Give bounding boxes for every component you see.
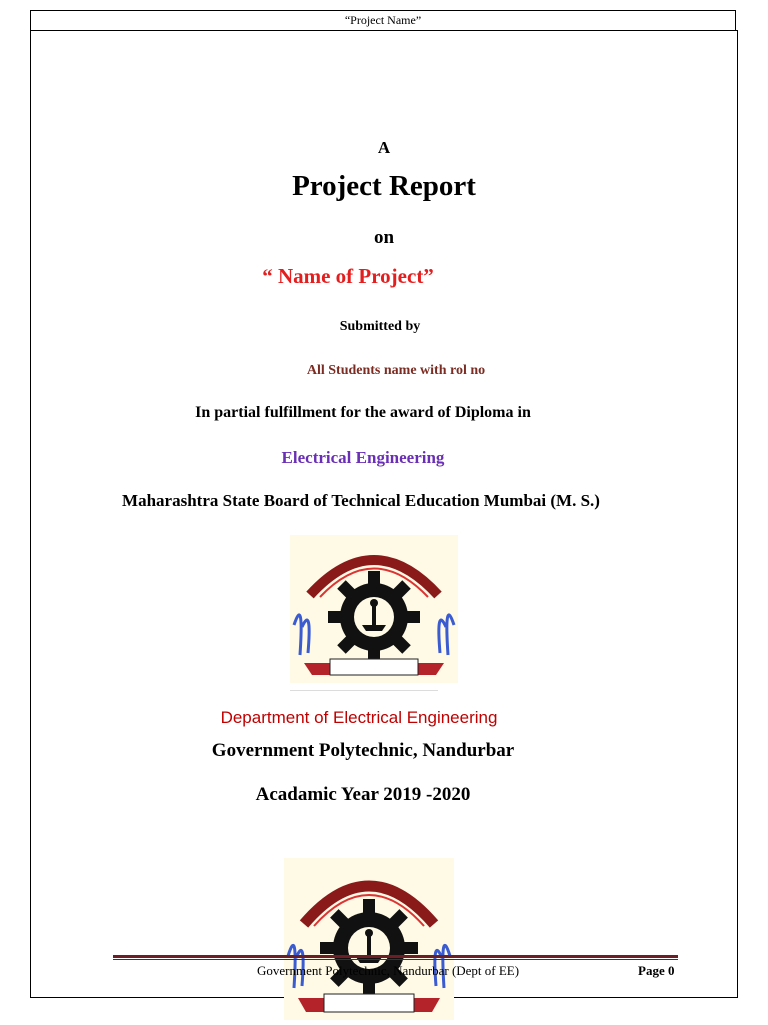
logo-divider bbox=[290, 690, 438, 691]
footer-rule bbox=[113, 955, 678, 960]
maharashtra-seal-icon bbox=[284, 858, 454, 1020]
submitted-by: Submitted by bbox=[339, 319, 421, 334]
board-name: Maharashtra State Board of Technical Education Mumbai (M. S.) bbox=[122, 491, 600, 510]
academic-year: Acadamic Year 2019 -2020 bbox=[255, 784, 471, 805]
header-project-name bbox=[30, 10, 736, 31]
article-a: A bbox=[377, 138, 391, 157]
project-name: “ Name of Project” bbox=[262, 264, 434, 288]
department-name: Department of Electrical Engineering bbox=[220, 708, 498, 727]
partial-fulfillment: In partial fulfillment for the award of Diploma in bbox=[195, 404, 531, 421]
footer-text: Government Polytechnic, Nandurbar (Dept of EE) bbox=[257, 963, 520, 978]
header-project-name-text: “Project Name” bbox=[344, 13, 422, 27]
students-line: All Students name with rol no bbox=[306, 363, 486, 378]
college-name: Government Polytechnic, Nandurbar bbox=[211, 740, 515, 761]
page-number: Page 0 bbox=[638, 963, 675, 978]
report-title: Project Report bbox=[292, 170, 476, 202]
on-text: on bbox=[373, 227, 395, 248]
maharashtra-seal-icon bbox=[290, 535, 458, 683]
branch-name: Electrical Engineering bbox=[281, 448, 445, 467]
